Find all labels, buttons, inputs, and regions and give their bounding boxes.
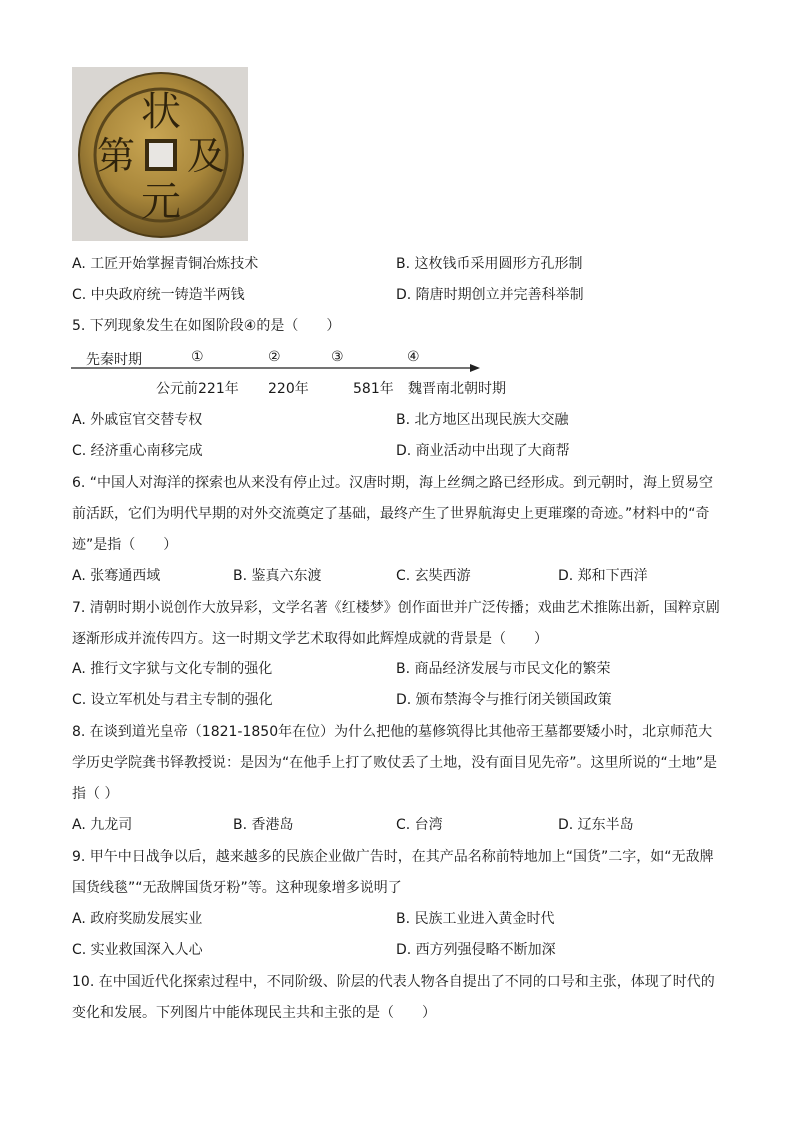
q8-option-c[interactable]: C. 台湾 — [396, 817, 443, 833]
q5-stem: 5. 下列现象发生在如图阶段④的是（ ） — [72, 318, 341, 334]
coin-char-left: 第 — [96, 134, 136, 178]
timeline-label-581: 581年 — [353, 381, 394, 397]
timeline-stage-pre-qin: 先秦时期 — [86, 352, 142, 368]
timeline-stage-3: ③ — [331, 349, 344, 365]
q9-option-a[interactable]: A. 政府奖励发展实业 — [72, 911, 203, 927]
coin-illustration — [72, 67, 248, 241]
timeline-arrow — [70, 361, 482, 375]
q5-option-b[interactable]: B. 北方地区出现民族大交融 — [396, 412, 569, 428]
q5-option-d[interactable]: D. 商业活动中出现了大商帮 — [396, 443, 570, 459]
q4-option-c[interactable]: C. 中央政府统一铸造半两钱 — [72, 287, 245, 303]
q6-stem: 6. “中国人对海洋的探索也从来没有停止过。汉唐时期，海上丝绸之路已经形成。到元朝时，海上贸易空前活跃，它们为明代早期的对外交流奠定了基础，最终产生了世界航海史上更璀璨的奇迹。”材料中的“奇迹”是指（ ） — [72, 475, 714, 553]
q6-option-a[interactable]: A. 张骞通西域 — [72, 568, 161, 584]
coin-char-right: 及 — [186, 134, 226, 178]
q8-option-a[interactable]: A. 九龙司 — [72, 817, 133, 833]
q4-option-a[interactable]: A. 工匠开始掌握青铜冶炼技术 — [72, 256, 259, 272]
q10-stem: 10. 在中国近代化探索过程中，不同阶级、阶层的代表人物各自提出了不同的口号和主张，体现了时代的变化和发展。下列图片中能体现民主共和主张的是（ ） — [72, 974, 715, 1021]
q9-stem: 9. 甲午中日战争以后，越来越多的民族企业做广告时，在其产品名称前特地加上“国货”二字，如“无敌牌国货线毯”“无敌牌国货牙粉”等。这种现象增多说明了 — [72, 849, 714, 896]
q8-option-b[interactable]: B. 香港岛 — [233, 817, 294, 833]
q8-option-d[interactable]: D. 辽东半岛 — [558, 817, 634, 833]
timeline-stage-1: ① — [191, 349, 204, 365]
timeline-label-220: 220年 — [268, 381, 309, 397]
q7-option-b[interactable]: B. 商品经济发展与市民文化的繁荣 — [396, 661, 611, 677]
q4-option-d[interactable]: D. 隋唐时期创立并完善科举制 — [396, 287, 584, 303]
q5-option-a[interactable]: A. 外戚宦官交替专权 — [72, 412, 203, 428]
q4-option-b[interactable]: B. 这枚钱币采用圆形方孔形制 — [396, 256, 583, 272]
q7-option-d[interactable]: D. 颁布禁海令与推行闭关锁国政策 — [396, 692, 612, 708]
timeline-stage-2: ② — [268, 349, 281, 365]
q8-stem: 8. 在谈到道光皇帝（1821-1850年在位）为什么把他的墓修筑得比其他帝王墓都要矮小时，北京师范大学历史学院龚书铎教授说：是因为“在他手上打了败仗丢了土地，没有面目见先帝”。这里所说的“土地”是指（ ） — [72, 724, 718, 802]
timeline-stage-4: ④ — [407, 349, 420, 365]
timeline-label-wei-jin: 魏晋南北朝时期 — [408, 381, 506, 397]
q5-timeline — [70, 345, 530, 401]
q7-option-a[interactable]: A. 推行文字狱与文化专制的强化 — [72, 661, 273, 677]
coin-char-bottom: 元 — [141, 179, 181, 225]
q7-stem: 7. 清朝时期小说创作大放异彩，文学名著《红楼梦》创作面世并广泛传播；戏曲艺术推陈出新，国粹京剧逐渐形成并流传四方。这一时期文学艺术取得如此辉煌成就的背景是（ ） — [72, 600, 720, 647]
q6-option-b[interactable]: B. 鉴真六东渡 — [233, 568, 322, 584]
q6-option-d[interactable]: D. 郑和下西洋 — [558, 568, 648, 584]
coin-image — [72, 67, 248, 241]
q9-option-c[interactable]: C. 实业救国深入人心 — [72, 942, 203, 958]
q6-option-c[interactable]: C. 玄奘西游 — [396, 568, 471, 584]
q5-option-c[interactable]: C. 经济重心南移完成 — [72, 443, 203, 459]
coin-char-top: 状 — [141, 89, 181, 135]
q7-option-c[interactable]: C. 设立军机处与君主专制的强化 — [72, 692, 273, 708]
timeline-label-221bc: 公元前221年 — [156, 381, 239, 397]
q9-option-b[interactable]: B. 民族工业进入黄金时代 — [396, 911, 555, 927]
q9-option-d[interactable]: D. 西方列强侵略不断加深 — [396, 942, 556, 958]
